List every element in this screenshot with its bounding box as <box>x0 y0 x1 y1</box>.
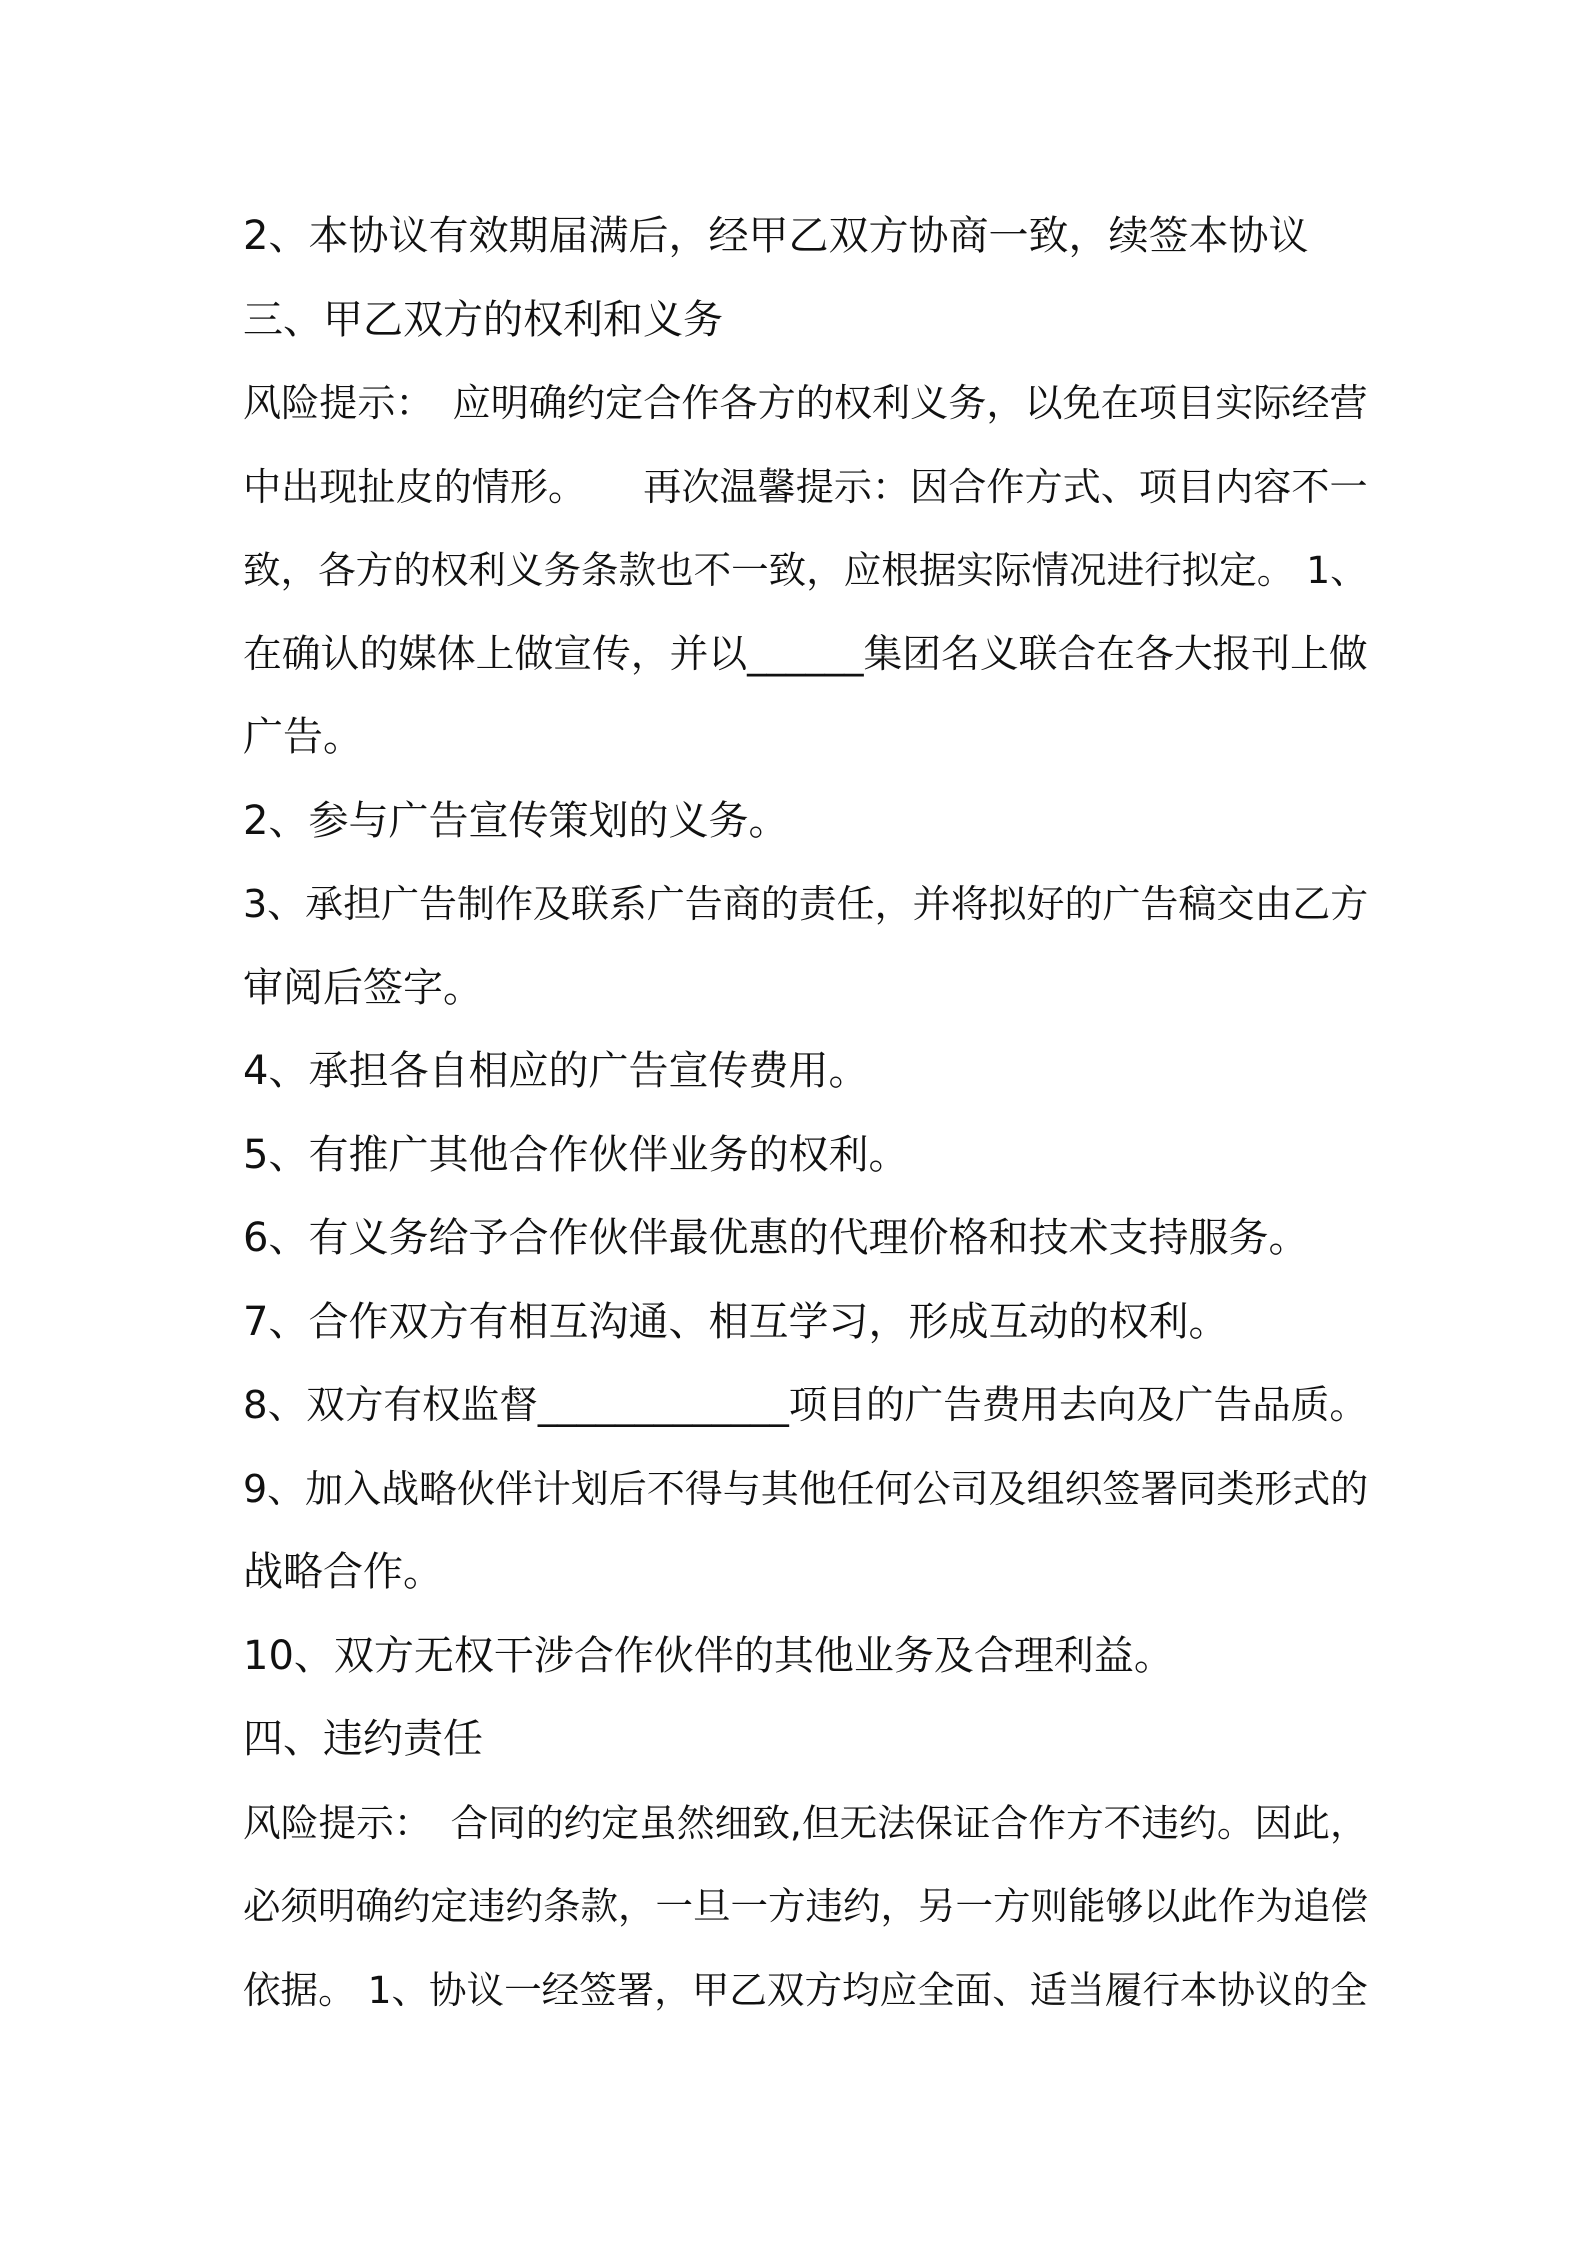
text-line: 9、加入战略伙伴计划后不得与其他任何公司及组织签署同类形式的 <box>243 1466 1369 1511</box>
text-line: 7、合作双方有相互沟通、相互学习，形成互动的权利。 <box>243 1298 1229 1345</box>
text-line: 中出现扯皮的情形。 再次温馨提示：因合作方式、项目内容不一 <box>243 464 1368 509</box>
text-line: 审阅后签字。 <box>243 964 483 1011</box>
text-line: 战略合作。 <box>243 1549 443 1595</box>
text-line: 风险提示： 应明确约定合作各方的权利义务，以免在项目实际经营 <box>243 381 1368 425</box>
section-heading: 三、甲乙双方的权利和义务 <box>243 296 723 343</box>
text-line: 依据。 1、协议一经签署，甲乙双方均应全面、适当履行本协议的全 <box>243 1967 1368 2012</box>
text-line: 5、有推广其他合作伙伴业务的权利。 <box>243 1131 909 1178</box>
text-line: 在确认的媒体上做宣传，并以______集团名义联合在各大报刊上做 <box>243 631 1368 677</box>
document-body <box>243 195 1369 2032</box>
text-line: 8、双方有权监督_____________项目的广告费用去向及广告品质。 <box>243 1383 1368 1428</box>
text-line: 风险提示： 合同的约定虽然细致,但无法保证合作方不违约。因此， <box>243 1800 1368 1845</box>
text-line: 致，各方的权利义务条款也不一致，应根据实际情况进行拟定。 1、 <box>243 548 1368 592</box>
text-line: 6、有义务给予合作伙伴最优惠的代理价格和技术支持服务。 <box>243 1215 1309 1261</box>
text-line: 必须明确约定违约条款，一旦一方违约，另一方则能够以此作为追偿 <box>243 1884 1368 1928</box>
text-line: 广告。 <box>243 714 363 760</box>
section-heading: 四、违约责任 <box>243 1716 483 1762</box>
text-line: 4、承担各自相应的广告宣传费用。 <box>243 1048 869 1094</box>
text-line: 3、承担广告制作及联系广告商的责任，并将拟好的广告稿交由乙方 <box>243 882 1369 926</box>
text-line: 2、参与广告宣传策划的义务。 <box>243 797 789 844</box>
text-line: 2、本协议有效期届满后，经甲乙双方协商一致，续签本协议 <box>243 213 1309 259</box>
text-line: 10、双方无权干涉合作伙伴的其他业务及合理利益。 <box>243 1632 1174 1679</box>
